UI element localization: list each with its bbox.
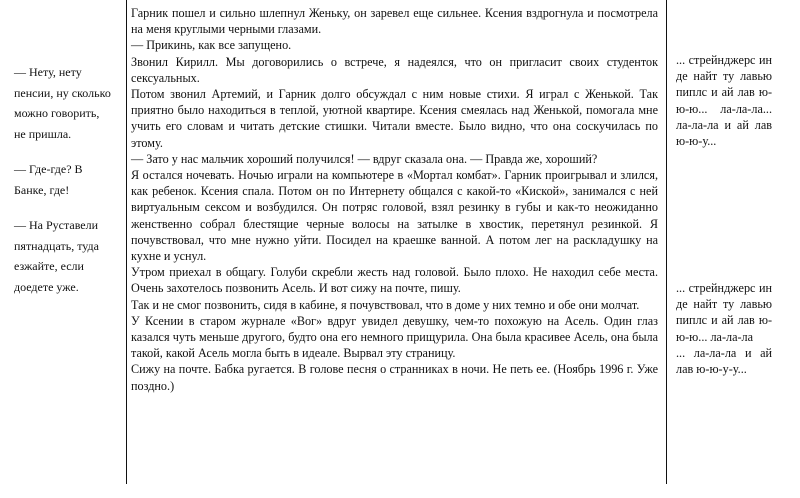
paragraph: Гарник пошел и сильно шлепнул Женьку, он заревел еще сильнее. Ксения вздрогнула и посмотрела на меня круглыми черными глазами.: [131, 6, 658, 37]
right-divider: [666, 0, 667, 484]
song-block-1: [676, 52, 772, 149]
left-divider: [126, 0, 127, 484]
paragraph: Звонил Кирилл. Мы договорились о встрече, я надеялся, что он пригласит своих студенток сексуальных.: [131, 54, 658, 85]
left-dialogue-column: [14, 0, 114, 312]
paragraph: — Прикинь, как все запущено.: [131, 38, 292, 53]
paragraph: — Зато у нас мальчик хороший получился! — вдруг сказала она. — Правда же, хороший?: [131, 151, 598, 166]
main-text-column: [131, 5, 658, 394]
paragraph: Утром приехал в общагу. Голуби скребли жесть над головой. Было плохо. Не находил себе места. Очень захотелось позвонить Асель. И вот сижу на почте, пишу.: [131, 265, 658, 296]
song-lyrics: ... стрейнджерс ин де найт ту лавью пиплс и ай лав ю-ю-ю... ла-ла-ла... ла-ла-ла и ай лав ю-ю-у...: [676, 53, 772, 149]
paragraph: Сижу на почте. Бабка ругается. В голове песня о странниках в ночи. Не петь ее. (Ноябрь 1996 г. Уже поздно.): [131, 362, 658, 393]
paragraph: У Ксении в старом журнале «Вог» вдруг увидел девушку, чем-то похожую на Асель. Один глаз казался чуть меньше другого, будто она его немного прищурила. Она была красивее Асель, она была такой, какой Асель могла быть в идеале. Вырвал эту страницу.: [131, 313, 658, 361]
paragraph: Так и не смог позвонить, сидя в кабине, я почувствовал, что в доме у них темно и обе они молчат.: [131, 297, 640, 312]
paragraph: Потом звонил Артемий, и Гарник долго обсуждал с ним новые стихи. Я играл с Женькой. Так приятно было находиться в теплой, уютной квартире. Ксения смеялась над Женькой, помогала мне учить его словам и читать детские стишки. Читали вместе. Было видно, что она соскучилась по этому.: [131, 87, 658, 150]
dialogue-line: — Нету, нету пенсии, ну сколько можно говорить, не пришла.: [14, 65, 111, 141]
song-lyrics: ... стрейнджерс ин де найт ту лавью пиплс и ай лав ю-ю-ю... ла-ла-ла: [676, 281, 772, 344]
paragraph: Я остался ночевать. Ночью играли на компьютере в «Мортал комбат». Гарник проигрывал и злился, как ребенок. Ксения спала. Потом он по Интернету общался с какой-то «Киской», занимался с ней виртуальным сексом и возбудился. Он потряс головой, взял резинку в губы и как-то неожиданно женственно собрал блестящие черные волосы на затылке в хвостик, перетянул резинкой. Я почувствовал, что мне нужно уйти. Посидел на краешке ванной. А потом лег на раскладушку на кухне и уснул.: [131, 168, 658, 264]
song-block-2: [676, 280, 772, 377]
dialogue-line: — Где-где? В Банке, где!: [14, 162, 83, 197]
dialogue-line: — На Руставели пятнадцать, туда езжайте, если доедете уже.: [14, 218, 99, 294]
song-lyrics: ... ла-ла-ла и ай лав ю-ю-у-у...: [676, 345, 772, 377]
